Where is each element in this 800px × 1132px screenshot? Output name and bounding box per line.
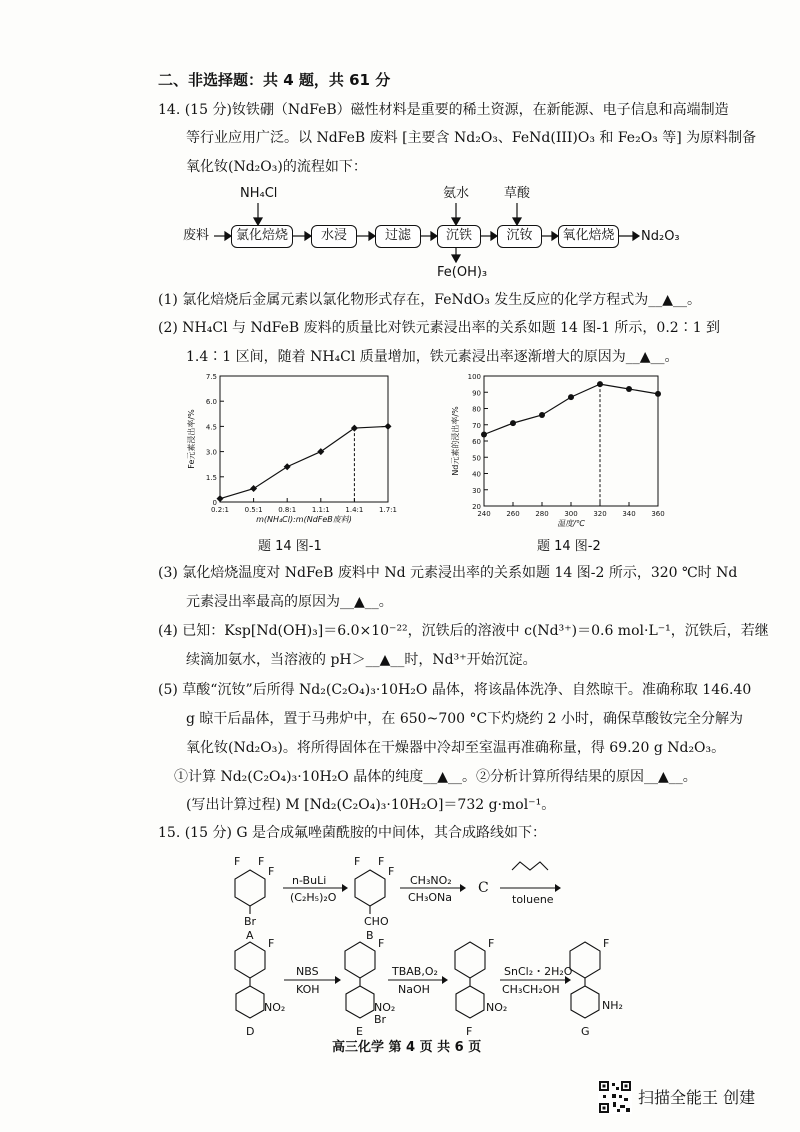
qr-code — [598, 1080, 632, 1114]
x-tick-label: 0.2:1 — [211, 506, 229, 514]
arrow4-bottom: KOH — [296, 983, 320, 996]
y-tick-label: 80 — [472, 405, 481, 414]
a-sub-f1: F — [234, 855, 241, 868]
y-tick-label: 50 — [472, 454, 481, 463]
watermark: 扫描全能王 创建 — [638, 1088, 756, 1107]
e-sub-br: Br — [374, 1013, 387, 1026]
x-tick-label: 1.4:1 — [345, 506, 364, 514]
flow-step-5: 沉钕 — [497, 225, 542, 248]
q14-line1: 14. (15 分)钕铁硼（NdFeB）磁性材料是重要的稀土资源，在新能源、电子信息和高端制造 — [158, 102, 729, 118]
y-tick-label: 90 — [472, 389, 481, 398]
ring-b — [355, 870, 385, 906]
x-tick-label: 1.1:1 — [311, 506, 330, 514]
label-f: F — [466, 1025, 473, 1038]
q14-part3-a: (3) 氯化焙烧温度对 NdFeB 废料中 Nd 元素浸出率的关系如题 14 图-2 所示，320 ℃时 Nd — [158, 565, 738, 581]
q14-part5-e: (写出计算过程) M [Nd₂(C₂O₄)₃·10H₂O]＝732 g·mol⁻¹。 — [186, 797, 556, 813]
q14-part5-a: (5) 草酸“沉钕”后所得 Nd₂(C₂O₄)₃·10H₂O 晶体，将该晶体洗净、自然晾干。准确称取 146.40 — [158, 682, 752, 698]
arrow6-top: SnCl₂・2H₂O — [504, 965, 573, 978]
y-axis-label: Fe元素浸出率/% — [187, 409, 196, 469]
flow-product: Nd₂O₃ — [641, 229, 680, 244]
arrow4-top: NBS — [296, 965, 319, 978]
data-point — [351, 425, 358, 432]
data-point — [250, 485, 257, 492]
x-tick-label: 240 — [477, 510, 491, 518]
label-a: A — [246, 929, 254, 942]
flow-step-4: 沉铁 — [437, 225, 481, 248]
chart-nd-leach — [450, 368, 680, 530]
q14-part5-c: 氧化钕(Nd₂O₃)。将所得固体在干燥器中冷却至室温再准确称量，得 69.20 g Nd₂O₃。 — [186, 740, 726, 756]
y-tick-label: 3.0 — [205, 448, 217, 457]
b-sub-f2: F — [378, 855, 385, 868]
y-tick-label: 40 — [472, 470, 481, 479]
q15-line1: 15. (15 分) G 是合成氟唑菌酰胺的中间体，其合成路线如下： — [158, 825, 546, 841]
y-tick-label: 70 — [472, 421, 481, 430]
data-point — [655, 391, 661, 397]
label-b: B — [366, 929, 374, 942]
flow-step-2: 水浸 — [311, 225, 357, 248]
x-axis-label: 温度/℃ — [557, 519, 585, 528]
a-sub-f3: F — [268, 865, 275, 878]
label-d: D — [246, 1025, 255, 1038]
a-sub-br: Br — [244, 915, 257, 928]
arrow1-bottom: (C₂H₅)₂O — [290, 891, 337, 904]
y-tick-label: 6.0 — [205, 398, 217, 407]
arrow6-bottom: CH₃CH₂OH — [502, 983, 560, 996]
x-tick-label: 340 — [622, 510, 636, 518]
x-tick-label: 1.7:1 — [379, 506, 397, 514]
x-tick-label: 280 — [535, 510, 549, 518]
q14-line2: 等行业应用广泛。以 NdFeB 废料 [主要含 Nd₂O₃、FeNd(III)O₃ 和 Fe₂O₃ 等] 为原料制备 — [186, 130, 757, 146]
flow-reagent-oxalic: 草酸 — [504, 186, 531, 201]
f-sub-no2: NO₂ — [486, 1001, 508, 1014]
y-tick-label: 1.5 — [205, 473, 217, 482]
b-sub-cho: CHO — [364, 915, 389, 928]
data-point — [539, 412, 545, 418]
page-footer: 高三化学 第 4 页 共 6 页 — [332, 1040, 482, 1055]
g-sub-nh2: NH₂ — [602, 999, 623, 1012]
y-tick-label: 7.5 — [205, 373, 217, 381]
data-point — [626, 386, 632, 392]
q14-part1: (1) 氯化焙烧后金属元素以氯化物形式存在，FeNdO₃ 发生反应的化学方程式为__▲__。 — [158, 292, 702, 308]
arrow2-bottom: CH₃ONa — [408, 891, 452, 904]
x-tick-label: 320 — [593, 510, 607, 518]
data-point — [317, 448, 324, 455]
series-line — [484, 384, 658, 434]
arrow3-bottom: toluene — [512, 893, 554, 906]
y-tick-label: 0 — [212, 499, 217, 507]
b-sub-f1: F — [354, 855, 361, 868]
d-sub-f: F — [268, 937, 275, 950]
flow-reagent-ammonia: 氨水 — [443, 186, 470, 201]
data-point — [284, 463, 291, 470]
q14-part2-a: (2) NH₄Cl 与 NdFeB 废料的质量比对铁元素浸出率的关系如题 14 图-1 所示，0.2∶1 到 — [158, 320, 721, 336]
x-tick-label: 360 — [651, 510, 665, 518]
y-tick-label: 100 — [467, 373, 481, 381]
label-c: C — [478, 880, 489, 896]
y-tick-label: 60 — [472, 438, 481, 446]
q14-line3: 氧化钕(Nd₂O₃)的流程如下： — [186, 159, 367, 175]
data-point — [481, 432, 487, 438]
label-e: E — [356, 1025, 363, 1038]
q14-part2-b: 1.4∶1 区间，随着 NH₄Cl 质量增加，铁元素浸出率逐渐增大的原因为__▲__。 — [186, 349, 679, 365]
arrow1-top: n-BuLi — [292, 874, 327, 887]
arrow5-bottom: NaOH — [398, 983, 430, 996]
x-tick-label: 0.5:1 — [244, 506, 263, 514]
d-sub-no2: NO₂ — [264, 1001, 286, 1014]
flow-step-1: 氯化焙烧 — [231, 225, 293, 248]
x-axis-label: m(NH₄Cl):m(NdFeB废料) — [256, 515, 352, 524]
flow-start: 废料 — [183, 228, 210, 243]
x-tick-label: 300 — [564, 510, 578, 518]
x-tick-label: 260 — [506, 510, 520, 518]
data-point — [385, 423, 392, 430]
q14-part5-d: ①计算 Nd₂(C₂O₄)₃·10H₂O 晶体的纯度__▲__。②分析计算所得结果的原因__▲__。 — [174, 769, 697, 785]
q14-part4-b: 续滴加氨水，当溶液的 pH＞__▲__时，Nd³⁺开始沉淀。 — [186, 652, 537, 668]
chart-fe-leach — [186, 370, 398, 530]
data-point — [217, 495, 224, 502]
ring-a — [235, 870, 265, 906]
y-tick-label: 4.5 — [205, 423, 217, 432]
arrow5-top: TBAB,O₂ — [392, 965, 438, 978]
butadiene — [512, 862, 548, 870]
flow-step-6: 氧化焙烧 — [558, 225, 619, 248]
e-sub-no2: NO₂ — [374, 1001, 396, 1014]
q14-part5-b: g 晾干后晶体，置于马弗炉中，在 650~700 °C下灼烧约 2 小时，确保草酸钕完全分解为 — [186, 711, 744, 727]
g-sub-f: F — [603, 937, 610, 950]
x-tick-label: 0.8:1 — [278, 506, 297, 514]
fig2-caption: 题 14 图-2 — [537, 539, 601, 554]
section-heading: 二、非选择题：共 4 题，共 61 分 — [158, 71, 391, 89]
e-sub-f: F — [378, 937, 385, 950]
label-g: G — [581, 1025, 590, 1038]
flow-reagent-nh4cl: NH₄Cl — [240, 186, 278, 201]
arrow2-top: CH₃NO₂ — [410, 874, 452, 887]
y-tick-label: 20 — [472, 503, 481, 511]
series-line — [220, 426, 388, 498]
y-tick-label: 30 — [472, 486, 481, 495]
data-point — [568, 394, 574, 400]
f-sub-f: F — [488, 937, 495, 950]
plot-frame — [220, 376, 388, 502]
data-point — [510, 420, 516, 426]
synthesis-route — [0, 840, 800, 1050]
flow-byproduct: Fe(OH)₃ — [437, 265, 488, 280]
data-point — [597, 381, 603, 387]
flow-step-3: 过滤 — [375, 225, 421, 248]
y-axis-label: Nd元素的浸出率/% — [451, 406, 460, 476]
fig1-caption: 题 14 图-1 — [258, 539, 322, 554]
a-sub-f2: F — [258, 855, 265, 868]
q14-part4-a: (4) 已知：Ksp[Nd(OH)₃]＝6.0×10⁻²²，沉铁后的溶液中 c(Nd³⁺)＝0.6 mol·L⁻¹，沉铁后，若继 — [158, 623, 769, 639]
b-sub-f3: F — [388, 865, 395, 878]
q14-part3-b: 元素浸出率最高的原因为__▲__。 — [186, 594, 393, 610]
